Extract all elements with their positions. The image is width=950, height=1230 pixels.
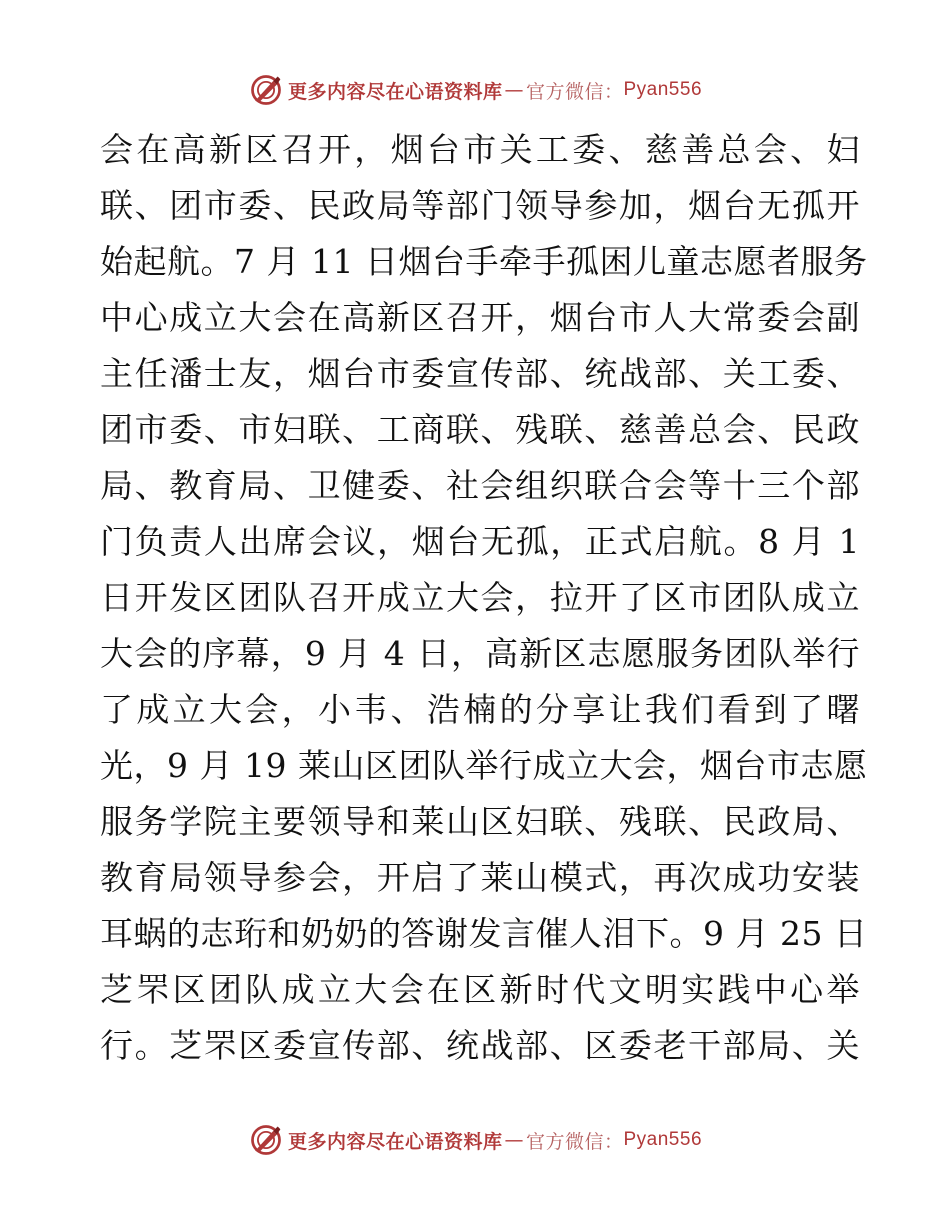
body-line: 团市委、市妇联、工商联、残联、慈善总会、民政 — [100, 410, 860, 449]
pen-logo-icon — [248, 72, 284, 108]
body-line: 始起航。7 月 11 日烟台手牵手孤困儿童志愿者服务 — [100, 242, 868, 281]
banner-wechat-id: Pyan556 — [623, 1129, 703, 1150]
body-line: 门负责人出席会议，烟台无孤，正式启航。8 月 1 — [100, 522, 860, 561]
body-line: 了成立大会，小韦、浩楠的分享让我们看到了曙 — [100, 690, 860, 729]
body-line: 服务学院主要领导和莱山区妇联、残联、民政局、 — [100, 802, 860, 841]
body-line: 中心成立大会在高新区召开，烟台市人大常委会副 — [100, 298, 860, 337]
body-line: 日开发区团队召开成立大会，拉开了区市团队成立 — [100, 578, 860, 617]
body-line: 主任潘士友，烟台市委宣传部、统战部、关工委、 — [100, 354, 860, 393]
body-line: 光，9 月 19 莱山区团队举行成立大会，烟台市志愿 — [100, 746, 868, 785]
banner-wechat-label: 官方微信： — [525, 80, 624, 103]
footer-banner — [0, 1118, 950, 1162]
banner-dash: — — [504, 1129, 524, 1151]
banner-title: 更多内容尽在心语资料库 — [287, 1130, 503, 1153]
document-body — [100, 122, 868, 1074]
banner-wechat-id: Pyan556 — [623, 79, 703, 100]
body-line: 行。芝罘区委宣传部、统战部、区委老干部局、关 — [100, 1026, 860, 1065]
pen-logo-icon — [248, 1122, 284, 1158]
body-line: 大会的序幕，9 月 4 日，高新区志愿服务团队举行 — [100, 634, 860, 673]
body-line: 教育局领导参会，开启了莱山模式，再次成功安装 — [100, 858, 860, 897]
header-banner — [0, 68, 950, 112]
body-line: 联、团市委、民政局等部门领导参加，烟台无孤开 — [100, 186, 860, 225]
banner-dash: — — [504, 79, 524, 101]
body-line: 芝罘区团队成立大会在区新时代文明实践中心举 — [100, 970, 860, 1009]
banner-title: 更多内容尽在心语资料库 — [287, 80, 503, 103]
body-line: 局、教育局、卫健委、社会组织联合会等十三个部 — [100, 466, 860, 505]
body-line: 耳蜗的志珩和奶奶的答谢发言催人泪下。9 月 25 日 — [100, 914, 868, 953]
banner-wechat-label: 官方微信： — [525, 1130, 624, 1153]
body-line: 会在高新区召开，烟台市关工委、慈善总会、妇 — [100, 130, 860, 169]
